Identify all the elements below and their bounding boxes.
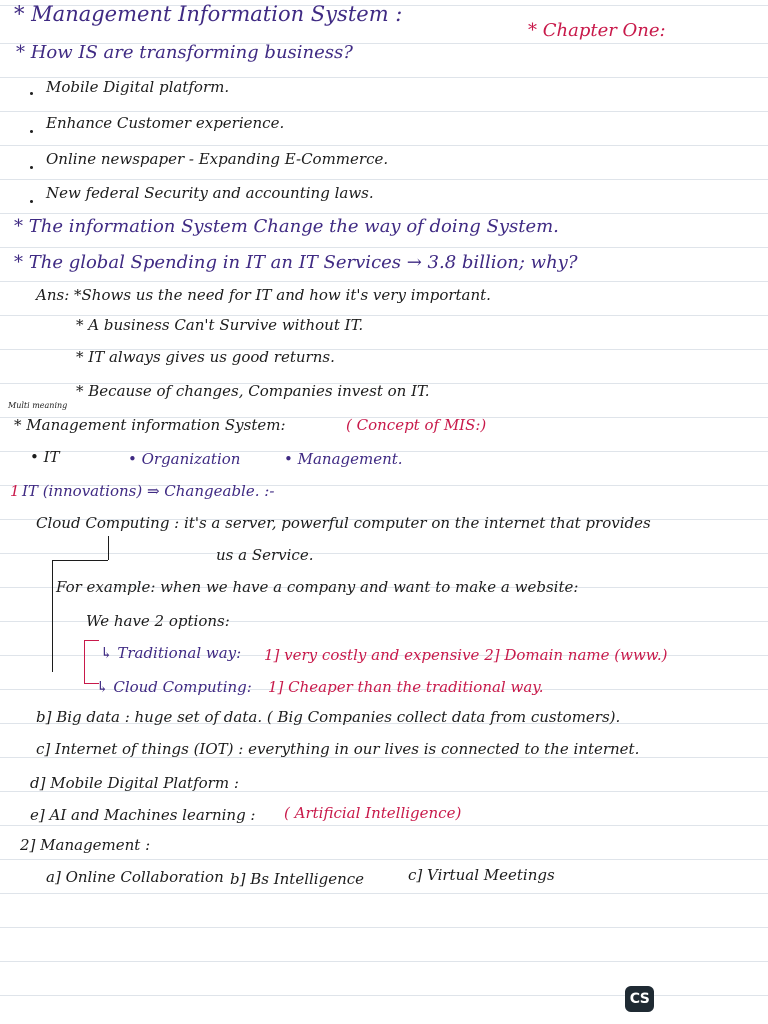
bullet-item: New federal Security and accounting laws.: [46, 184, 374, 202]
mobile-platform-line: d] Mobile Digital Platform :: [30, 774, 239, 792]
cloud-computing-continued: us a Service.: [216, 546, 314, 564]
bullet-item: Mobile Digital platform.: [46, 78, 230, 96]
ai-full-name: ( Artificial Intelligence): [284, 804, 462, 822]
statement-line: * The information System Change the way of doing System.: [14, 216, 559, 237]
mis-heading: * Management information System:: [14, 416, 286, 434]
connector-line: [52, 560, 53, 672]
mis-concept: ( Concept of MIS:): [346, 416, 487, 434]
cloud-computing-line: Cloud Computing : it's a server, powerful computer on the internet that provides: [36, 514, 651, 532]
bullet-item: Enhance Customer experience.: [46, 114, 285, 132]
question-heading: * How IS are transforming business?: [16, 42, 353, 63]
answer-point: * Because of changes, Companies invest on IT.: [76, 382, 430, 400]
iot-line: c] Internet of things (IOT) : everything in our lives is connected to the internet.: [36, 740, 640, 758]
ai-line: e] AI and Machines learning :: [30, 806, 256, 824]
traditional-way-label: ↳ Traditional way:: [100, 644, 242, 662]
margin-note: Multi meaning: [8, 401, 68, 410]
bullet-dot: [30, 166, 33, 169]
chapter-label: * Chapter One:: [528, 20, 666, 41]
pillar-organization: • Organization: [128, 450, 241, 468]
traditional-way-detail: 1] very costly and expensive 2] Domain name (www.): [264, 646, 668, 664]
it-innovations-heading: IT (innovations) ⇒ Changeable. :-: [22, 482, 275, 500]
bullet-dot: [30, 130, 33, 133]
cloud-computing-option-detail: 1] Cheaper than the traditional way.: [268, 678, 544, 696]
example-line: For example: when we have a company and want to make a website:: [56, 578, 579, 596]
page-title: * Management Information System :: [14, 2, 403, 26]
management-item: c] Virtual Meetings: [408, 866, 555, 884]
section-number: 1: [10, 482, 20, 500]
camscanner-logo: CS: [625, 986, 654, 1012]
answer-point: * IT always gives us good returns.: [76, 348, 335, 366]
management-item: a] Online Collaboration: [46, 868, 224, 886]
connector-line: [108, 536, 109, 560]
management-item: b] Bs Intelligence: [230, 870, 365, 888]
bullet-item: Online newspaper - Expanding E-Commerce.: [46, 150, 389, 168]
statement-line: * The global Spending in IT an IT Services → 3.8 billion; why?: [14, 252, 578, 273]
answer-point: * A business Can't Survive without IT.: [76, 316, 364, 334]
connector-line: [52, 560, 108, 561]
pillar-management: • Management.: [284, 450, 403, 468]
big-data-line: b] Big data : huge set of data. ( Big Companies collect data from customers).: [36, 708, 621, 726]
bullet-dot: [30, 92, 33, 95]
management-heading: 2] Management :: [20, 836, 151, 854]
options-line: We have 2 options:: [86, 612, 230, 630]
pillar-it: • IT: [30, 448, 60, 466]
cloud-computing-option-label: ↳ Cloud Computing:: [96, 678, 252, 696]
bullet-dot: [30, 200, 33, 203]
answer-line: Ans: *Shows us the need for IT and how it's very important.: [36, 286, 491, 304]
